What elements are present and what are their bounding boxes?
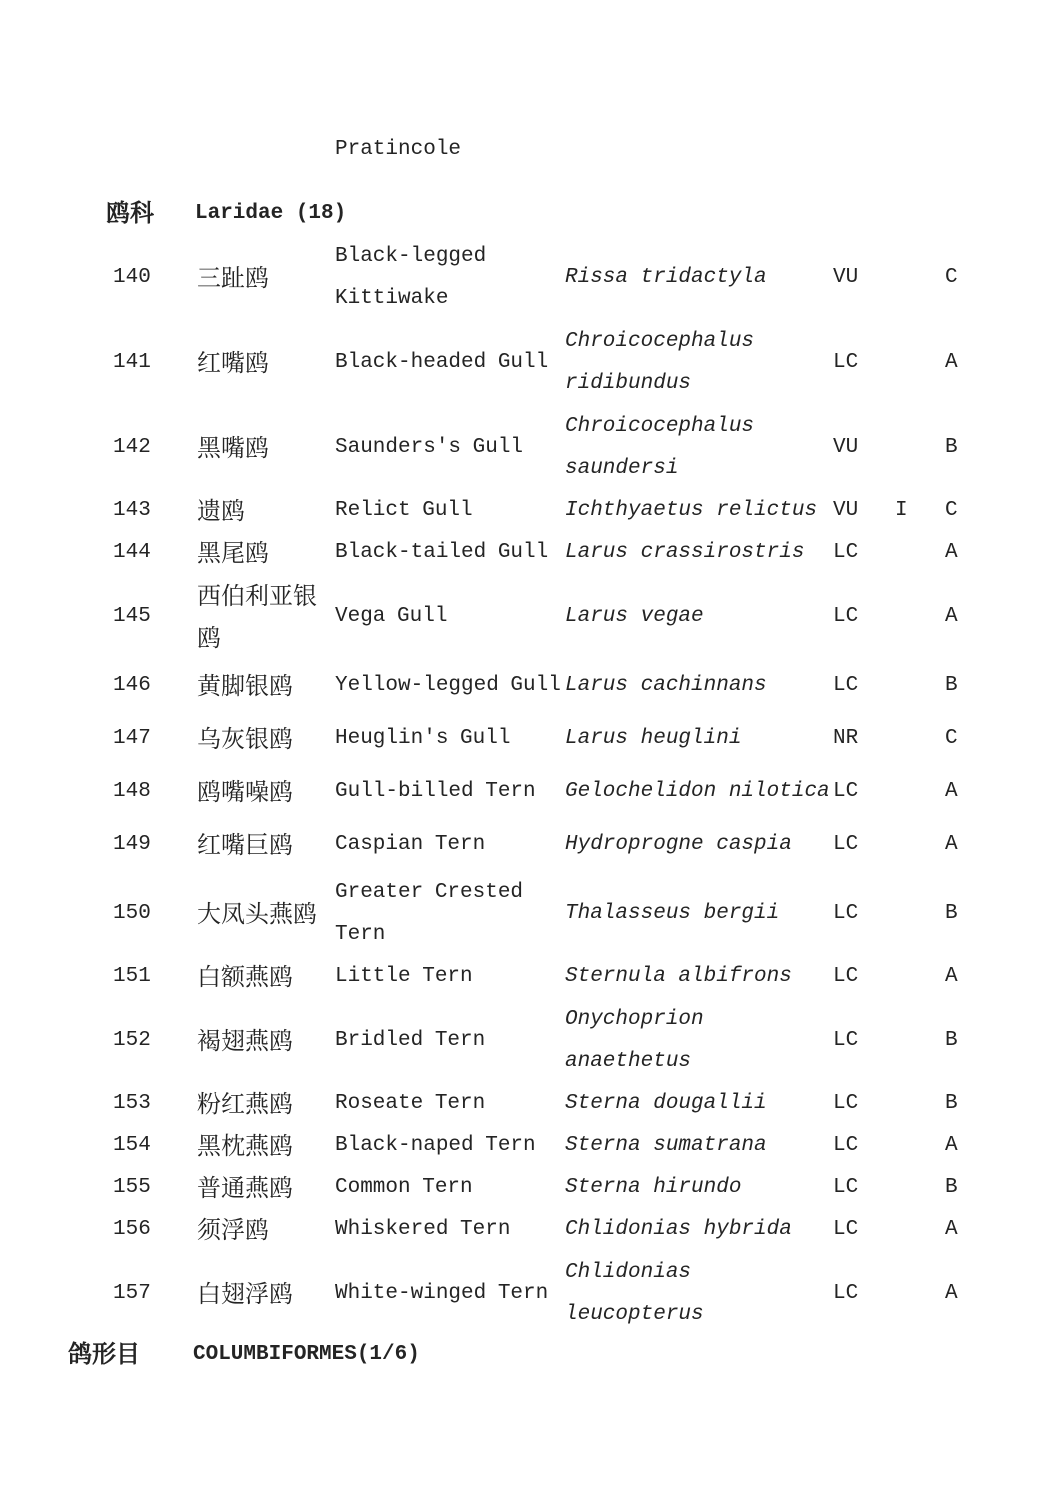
iucn-status: LC [833, 832, 859, 856]
iucn-status: LC [833, 1092, 859, 1115]
english-name: Black-headed Gull [335, 350, 549, 374]
iucn-status: LC [833, 901, 859, 925]
chinese-name: 褐翅燕鸥 [197, 1026, 293, 1055]
table-row [113, 1083, 985, 1125]
iucn-status: LC [833, 1134, 859, 1157]
scientific-name: Larus cachinnans [565, 673, 767, 697]
iucn-status: VU [833, 435, 859, 459]
chinese-name: 大凤头燕鸥 [197, 899, 317, 928]
row-number: 149 [113, 832, 151, 856]
row-number: 148 [113, 779, 151, 803]
table-row [113, 818, 985, 871]
table-row [113, 405, 985, 490]
letter-code: A [945, 779, 958, 803]
iucn-status: NR [833, 726, 859, 750]
scientific-name: Larus heuglini [565, 726, 742, 750]
chinese-name: 粉红燕鸥 [197, 1090, 293, 1118]
table-row [113, 235, 985, 320]
chinese-name: 黄脚银鸥 [197, 671, 293, 700]
row-number: 153 [113, 1092, 151, 1115]
chinese-name: 遗鸥 [197, 497, 245, 525]
scientific-name: Larus crassirostris [565, 541, 805, 564]
letter-code: B [945, 1028, 958, 1052]
iucn-status: VU [833, 499, 859, 522]
letter-code: C [945, 265, 958, 289]
row-number: 150 [113, 901, 151, 925]
scientific-name: Gelochelidon nilotica [565, 779, 830, 803]
chinese-name: 乌灰银鸥 [197, 724, 293, 753]
scientific-name: Hydroprogne caspia [565, 832, 792, 856]
row-number: 144 [113, 541, 151, 564]
english-name: Greater Crested Tern [335, 880, 524, 946]
table-row [113, 998, 985, 1083]
table-row [113, 490, 985, 532]
iucn-status: LC [833, 604, 859, 628]
table-row [113, 1209, 985, 1251]
letter-code: A [945, 541, 958, 564]
letter-code: C [945, 726, 958, 750]
chinese-name: 三趾鸥 [197, 263, 269, 292]
row-number: 156 [113, 1218, 151, 1241]
iucn-status: VU [833, 265, 859, 289]
letter-code: A [945, 1134, 958, 1157]
iucn-status: LC [833, 965, 859, 988]
carryover-text: Pratincole [335, 138, 462, 161]
chinese-name: 红嘴巨鸥 [197, 830, 293, 859]
table-row [113, 659, 985, 712]
english-name: Yellow-legged Gull [335, 673, 561, 697]
chinese-name: 黑尾鸥 [197, 539, 269, 567]
letter-code: A [945, 965, 958, 988]
english-name: Black-legged Kittiwake [335, 244, 487, 310]
chinese-name: 普通燕鸥 [197, 1174, 293, 1202]
order-name-latin: COLUMBIFORMES(1/6) [193, 1343, 420, 1366]
protection-class: I [895, 499, 908, 522]
row-number: 140 [113, 265, 151, 289]
chinese-name: 黑枕燕鸥 [197, 1132, 293, 1160]
english-name: Heuglin's Gull [335, 726, 511, 750]
family-name-chinese: 鸥科 [106, 199, 154, 227]
english-name: Black-tailed Gull [335, 541, 549, 564]
english-name: Whiskered Tern [335, 1218, 511, 1241]
letter-code: A [945, 1218, 958, 1241]
chinese-name: 白翅浮鸥 [197, 1279, 293, 1308]
row-number: 154 [113, 1134, 151, 1157]
table-row [113, 1167, 985, 1209]
letter-code: C [945, 499, 958, 522]
table-row [113, 574, 985, 659]
iucn-status: LC [833, 1176, 859, 1199]
letter-code: A [945, 1281, 958, 1305]
letter-code: B [945, 1176, 958, 1199]
letter-code: B [945, 673, 958, 697]
iucn-status: LC [833, 779, 859, 803]
table-row [113, 956, 985, 998]
table-row [113, 871, 985, 956]
chinese-name: 白额燕鸥 [197, 963, 293, 991]
english-name: Gull-billed Tern [335, 779, 536, 803]
row-number: 145 [113, 604, 151, 628]
letter-code: B [945, 435, 958, 459]
chinese-name: 须浮鸥 [197, 1216, 269, 1244]
scientific-name: Sterna hirundo [565, 1176, 742, 1199]
scientific-name: Sterna sumatrana [565, 1134, 767, 1157]
english-name: Black-naped Tern [335, 1134, 536, 1157]
english-name: Saunders's Gull [335, 435, 524, 459]
row-number: 141 [113, 350, 151, 374]
iucn-status: LC [833, 673, 859, 697]
iucn-status: LC [833, 1218, 859, 1241]
letter-code: B [945, 1092, 958, 1115]
row-number: 151 [113, 965, 151, 988]
english-name: Bridled Tern [335, 1028, 486, 1052]
scientific-name: Sternula albifrons [565, 965, 792, 988]
english-name: White-winged Tern [335, 1281, 549, 1305]
row-number: 146 [113, 673, 151, 697]
family-name-latin: Laridae (18) [195, 202, 347, 225]
table-row [113, 712, 985, 765]
scientific-name: Larus vegae [565, 604, 704, 628]
species-table [113, 235, 985, 1336]
row-number: 152 [113, 1028, 151, 1052]
row-number: 155 [113, 1176, 151, 1199]
english-name: Roseate Tern [335, 1092, 486, 1115]
english-name: Vega Gull [335, 604, 448, 628]
scientific-name: Chroicocephalus ridibundus [565, 329, 755, 395]
row-number: 157 [113, 1281, 151, 1305]
row-number: 142 [113, 435, 151, 459]
iucn-status: LC [833, 1281, 859, 1305]
iucn-status: LC [833, 541, 859, 564]
letter-code: A [945, 350, 958, 374]
chinese-name: 鸥嘴噪鸥 [197, 777, 293, 806]
letter-code: A [945, 604, 958, 628]
table-row [113, 532, 985, 574]
letter-code: B [945, 901, 958, 925]
chinese-name: 西伯利亚银鸥 [197, 581, 317, 652]
scientific-name: Sterna dougallii [565, 1092, 767, 1115]
order-name-chinese: 鸽形目 [68, 1340, 140, 1368]
scientific-name: Thalasseus bergii [565, 901, 780, 925]
english-name: Relict Gull [335, 499, 473, 522]
table-row [113, 320, 985, 405]
table-row [113, 765, 985, 818]
scientific-name: Chlidonias leucopterus [565, 1260, 704, 1326]
iucn-status: LC [833, 1028, 859, 1052]
scientific-name: Onychoprion anaethetus [565, 1007, 704, 1073]
english-name: Little Tern [335, 965, 473, 988]
table-row [113, 1251, 985, 1336]
english-name: Common Tern [335, 1176, 473, 1199]
scientific-name: Ichthyaetus relictus [565, 499, 818, 522]
row-number: 147 [113, 726, 151, 750]
scientific-name: Chroicocephalus saundersi [565, 414, 755, 480]
chinese-name: 红嘴鸥 [197, 348, 269, 377]
row-number: 143 [113, 499, 151, 522]
scientific-name: Chlidonias hybrida [565, 1218, 792, 1241]
chinese-name: 黑嘴鸥 [197, 433, 269, 462]
letter-code: A [945, 832, 958, 856]
table-row [113, 1125, 985, 1167]
iucn-status: LC [833, 350, 859, 374]
english-name: Caspian Tern [335, 832, 486, 856]
scientific-name: Rissa tridactyla [565, 265, 767, 289]
